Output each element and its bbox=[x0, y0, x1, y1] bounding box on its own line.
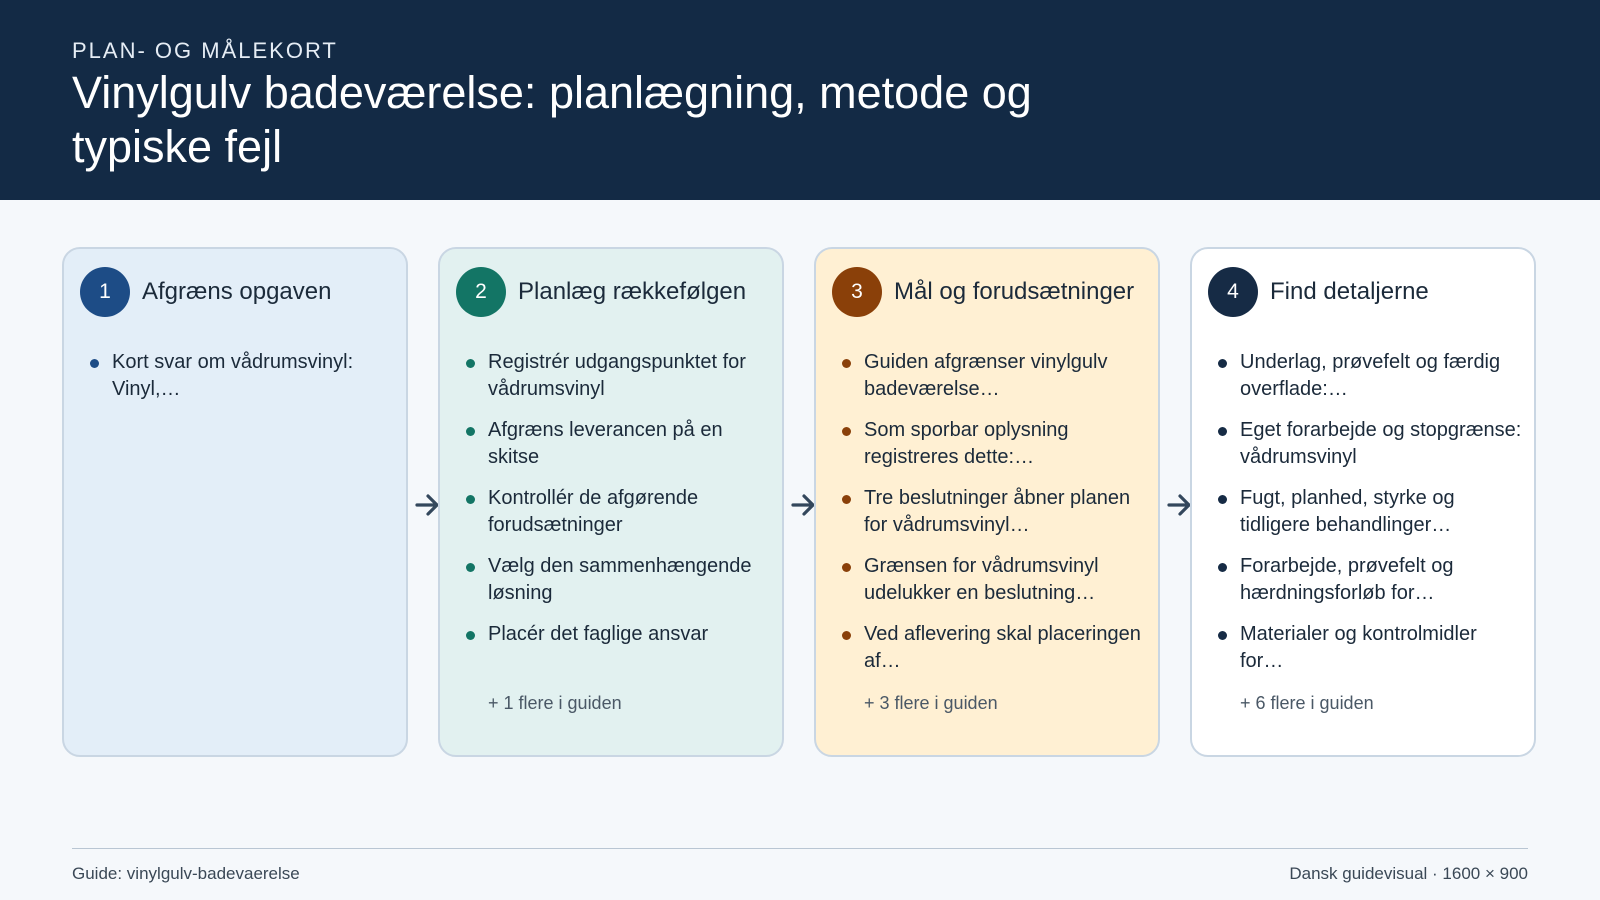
list-item-text: Registrér udgangspunktet for vådrumsvinyl bbox=[488, 351, 746, 400]
step-number-badge: 1 bbox=[80, 267, 130, 317]
list-item bbox=[838, 349, 1148, 403]
bullet-dot-icon bbox=[1218, 563, 1227, 572]
step-card-2 bbox=[438, 247, 784, 757]
step-title: Mål og forudsætninger bbox=[894, 278, 1135, 305]
step-item-list bbox=[838, 349, 1148, 689]
list-item-text: Grænsen for vådrumsvinyl udelukker en beslutning… bbox=[864, 555, 1099, 604]
step-card-3 bbox=[814, 247, 1160, 757]
list-item-text: Forarbejde, prøvefelt og hærdningsforløb for… bbox=[1240, 555, 1454, 604]
list-item bbox=[1214, 621, 1524, 675]
list-item bbox=[462, 621, 772, 648]
list-item-text: Tre beslutninger åbner planen for vådrumsvinyl… bbox=[864, 487, 1131, 536]
step-item-list bbox=[86, 349, 396, 417]
header-kicker: PLAN- OG MÅLEKORT bbox=[72, 38, 338, 63]
bullet-dot-icon bbox=[466, 359, 475, 368]
list-item-text: Ved aflevering skal placeringen af… bbox=[864, 623, 1141, 672]
list-item bbox=[86, 349, 396, 403]
list-item bbox=[838, 485, 1148, 539]
list-item bbox=[462, 349, 772, 403]
step-number-badge: 2 bbox=[456, 267, 506, 317]
list-item bbox=[1214, 485, 1524, 539]
list-item-text: Fugt, planhed, styrke og tidligere behandlinger… bbox=[1240, 487, 1455, 536]
bullet-dot-icon bbox=[842, 631, 851, 640]
bullet-dot-icon bbox=[842, 563, 851, 572]
list-item-text: Eget forarbejde og stopgrænse: vådrumsvinyl bbox=[1240, 419, 1522, 468]
list-item bbox=[462, 417, 772, 471]
list-item bbox=[1214, 417, 1524, 471]
list-item bbox=[462, 485, 772, 539]
bullet-dot-icon bbox=[842, 427, 851, 436]
list-item-text: Vælg den sammenhængende løsning bbox=[488, 555, 752, 604]
list-item-text: Kontrollér de afgørende forudsætninger bbox=[488, 487, 699, 536]
list-item-text: Kort svar om vådrumsvinyl: Vinyl,… bbox=[112, 351, 354, 400]
bullet-dot-icon bbox=[1218, 359, 1227, 368]
list-item bbox=[1214, 553, 1524, 607]
footer-caption: Dansk guidevisual · 1600 × 900 bbox=[1289, 864, 1528, 883]
list-item-text: Afgræns leverancen på en skitse bbox=[488, 419, 723, 468]
step-item-list bbox=[1214, 349, 1524, 689]
step-title: Afgræns opgaven bbox=[142, 278, 332, 305]
bullet-dot-icon bbox=[842, 359, 851, 368]
bullet-dot-icon bbox=[466, 631, 475, 640]
more-in-guide-note: + 6 flere i guiden bbox=[1240, 693, 1374, 713]
bullet-dot-icon bbox=[90, 359, 99, 368]
more-in-guide-note: + 3 flere i guiden bbox=[864, 693, 998, 713]
step-title: Find detaljerne bbox=[1270, 278, 1429, 305]
step-number-badge: 3 bbox=[832, 267, 882, 317]
bullet-dot-icon bbox=[466, 563, 475, 572]
header-banner bbox=[0, 0, 1600, 200]
bullet-dot-icon bbox=[1218, 427, 1227, 436]
bullet-dot-icon bbox=[466, 427, 475, 436]
list-item bbox=[838, 417, 1148, 471]
list-item-text: Materialer og kontrolmidler for… bbox=[1240, 623, 1477, 672]
list-item-text: Guiden afgrænser vinylgulv badeværelse… bbox=[864, 351, 1108, 400]
step-item-list bbox=[462, 349, 772, 662]
bullet-dot-icon bbox=[466, 495, 475, 504]
list-item bbox=[838, 621, 1148, 675]
list-item bbox=[838, 553, 1148, 607]
step-title: Planlæg rækkefølgen bbox=[518, 278, 747, 305]
footer-divider bbox=[72, 848, 1528, 849]
bullet-dot-icon bbox=[1218, 495, 1227, 504]
step-card-1 bbox=[62, 247, 408, 757]
step-number-badge: 4 bbox=[1208, 267, 1258, 317]
list-item-text: Som sporbar oplysning registreres dette:… bbox=[864, 419, 1069, 468]
bullet-dot-icon bbox=[1218, 631, 1227, 640]
list-item bbox=[462, 553, 772, 607]
step-card-4 bbox=[1190, 247, 1536, 757]
more-in-guide-note: + 1 flere i guiden bbox=[488, 693, 622, 713]
bullet-dot-icon bbox=[842, 495, 851, 504]
page-title: Vinylgulv badeværelse: planlægning, metode og typiske fejl bbox=[72, 67, 1032, 172]
footer-guide-slug: Guide: vinylgulv-badevaerelse bbox=[72, 864, 300, 883]
list-item-text: Underlag, prøvefelt og færdig overflade:… bbox=[1240, 351, 1501, 400]
list-item bbox=[1214, 349, 1524, 403]
list-item-text: Placér det faglige ansvar bbox=[488, 623, 709, 645]
